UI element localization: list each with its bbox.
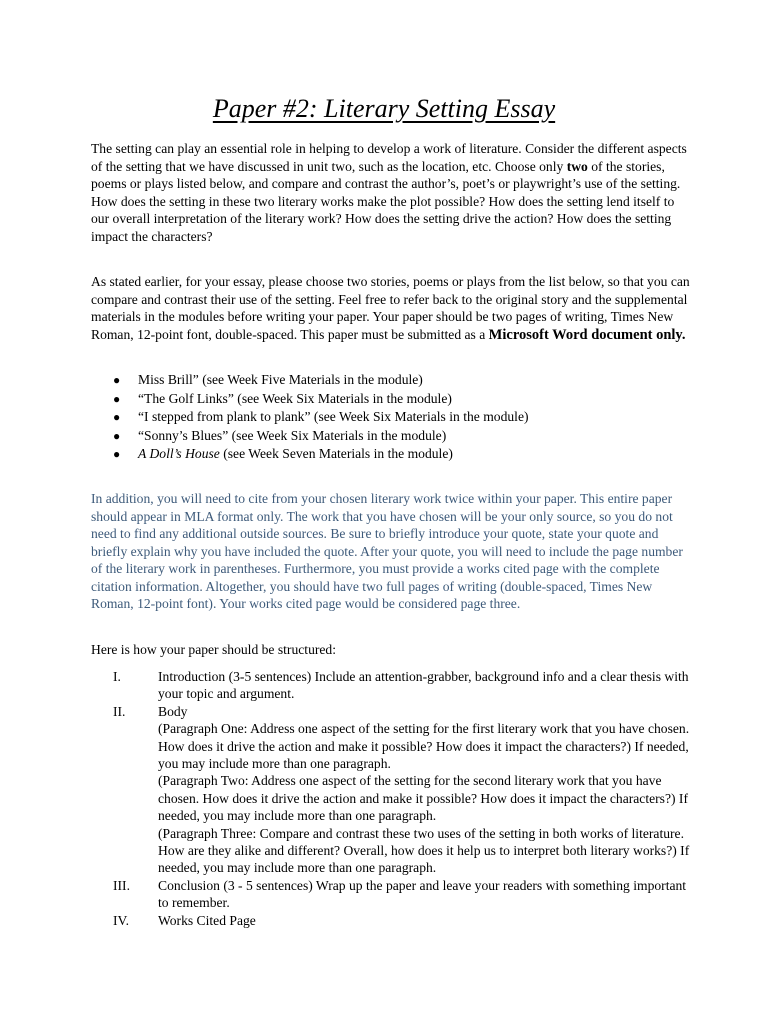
outline-numeral: I.	[113, 669, 121, 684]
outline-text: Conclusion (3 - 5 sentences) Wrap up the paper and leave your readers with something important to remember.	[158, 877, 687, 911]
list-item	[113, 427, 673, 446]
outline-item	[113, 912, 693, 929]
work-title: A Doll’s House	[138, 446, 220, 462]
list-item	[113, 445, 673, 464]
list-item	[113, 371, 673, 390]
outline-text: (Paragraph Two: Address one aspect of the setting for the second literary work that you have chosen. How does it drive the action and make it possible? How does it impact the characters?) If needed, you may include more than one paragraph.	[158, 773, 688, 824]
list-item	[113, 390, 673, 409]
bullet-icon: ●	[113, 391, 121, 406]
work-title: “Sonny’s Blues”	[138, 427, 229, 443]
outline-text: Body	[158, 703, 188, 719]
work-title: Miss Brill”	[138, 372, 199, 387]
outline-numeral: III.	[113, 877, 130, 893]
work-note: (see Week Seven Materials in the module)	[219, 446, 453, 462]
outline-item	[113, 877, 693, 912]
bullet-icon: ●	[113, 447, 121, 462]
work-title: “The Golf Links”	[138, 390, 234, 406]
work-note: (see Week Six Materials in the module)	[233, 390, 452, 406]
work-note: (see Week Five Materials in the module)	[198, 372, 423, 387]
bullet-icon: ●	[113, 428, 121, 443]
paragraph-instructions: As stated earlier, for your essay, please choose two stories, poems or plays from the list below, so that you can compare and contrast their use of the setting. Feel free to refer back to the original story and the supplemental materials in the modules before writing your paper. Your paper should be two pages of writing, Times New Roman, 12-point font, double-spaced. This paper must be submitted as a Microsoft Word document only.	[91, 274, 690, 343]
works-list	[113, 371, 673, 464]
outline-item	[113, 703, 693, 877]
emphasis-word-document: Microsoft Word document only.	[488, 326, 686, 343]
bullet-icon: ●	[113, 373, 121, 387]
list-item	[113, 408, 673, 427]
paragraph-citation: In addition, you will need to cite from your chosen literary work twice within your paper. This entire paper should appear in MLA format only. The work that you have chosen will be your only source, so you do not need to find any additional outside sources. Be sure to briefly introduce your quote, state your quote and briefly explain why you have included the quote. After your quote, you will need to include the page number of the literary work in parentheses. Furthermore, you must provide a works cited page with the complete citation information. Altogether, you should have two full pages of writing (double-spaced, Times New Roman, 12-point font). Your works cited page would be considered page three.	[91, 491, 683, 611]
emphasis-two: two	[566, 158, 588, 174]
outline-text: (Paragraph Three: Compare and contrast these two uses of the setting in both works of literature. How are they alike and different? Overall, how does it help us to interpret both literary works?) If needed, you may include more than one paragraph.	[158, 825, 690, 876]
outline-numeral: IV.	[113, 912, 129, 928]
work-title: “I stepped from plank to plank”	[138, 409, 311, 425]
outline-text: (Paragraph One: Address one aspect of the setting for the first literary work that you have chosen. How does it drive the action and make it possible? How does it impact the characters?) If needed, you may include more than one paragraph.	[158, 721, 690, 772]
outline-text: Introduction (3-5 sentences) Include an attention-grabber, background info and a clear thesis with your topic and argument.	[158, 669, 689, 702]
paragraph-setting-intro: The setting can play an essential role in helping to develop a work of literature. Consider the different aspects of the setting that we have discussed in unit two, such as the location, etc. Choose only two of the stories, poems or plays listed below, and compare and contrast the author’s, poet’s or playwright’s use of the setting. How does the setting in these two literary works make the plot possible? How does the setting lend itself to our overall interpretation of the literary work? How does the setting drive the action? How does the setting impact the characters?	[91, 141, 687, 244]
outline-item	[113, 668, 693, 703]
document-title: Paper #2: Literary Setting Essay	[212, 94, 556, 123]
paragraph-structure-intro: Here is how your paper should be structured:	[91, 642, 336, 657]
bullet-icon: ●	[113, 410, 121, 425]
work-note: (see Week Six Materials in the module)	[228, 427, 447, 443]
work-note: (see Week Six Materials in the module)	[310, 409, 529, 425]
outline-numeral: II.	[113, 703, 126, 719]
outline-text: Works Cited Page	[158, 912, 256, 928]
structure-outline	[113, 668, 693, 929]
